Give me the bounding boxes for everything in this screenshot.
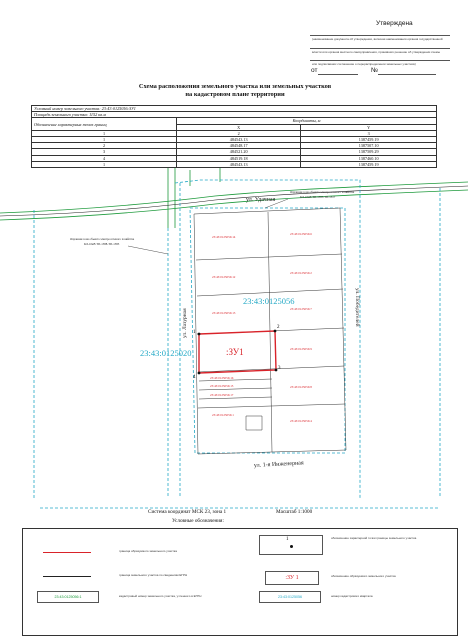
point-id: 1 <box>32 161 177 167</box>
street-top: ул. Удачная <box>246 197 276 203</box>
coordinates-table <box>31 105 437 168</box>
parcel-number: 23:43:0125056:9 <box>290 347 312 351</box>
col-num: 2 <box>177 130 301 136</box>
cadastral-label: Условный номер земельного участка: 23:43:0125056:ЗУ1 <box>32 106 437 112</box>
legend-parcel-num: 23:43:0125056:1 <box>54 595 82 599</box>
area-label: Площадь земельного участка: 1152 кв.м <box>32 112 437 118</box>
zone-left-label-2: КЛ-10кВ ТП-1388-ТП-1383 <box>84 242 120 246</box>
point-row <box>32 161 437 167</box>
col-num: 1 <box>32 130 177 136</box>
approval-caption-1: (наименование документа об утверждении, включая наименования органов государственной <box>312 37 443 41</box>
parcel-number: 23:43:0125056:12 <box>212 275 236 279</box>
approval-number: № <box>371 67 378 74</box>
scale: Масштаб 1:1000 <box>276 509 313 515</box>
col-y: Y <box>301 124 437 130</box>
road-lines <box>0 168 468 228</box>
coords-header: Координаты, м <box>177 118 437 124</box>
point-x: 484519.18 <box>177 155 301 161</box>
legend-zu-desc: обозначение образуемого земельного участка <box>331 574 396 578</box>
approval-caption-2: власти или органов местного самоуправления, принявших решение об утверждении схемы <box>312 50 441 54</box>
point-id: 1 <box>32 136 177 142</box>
street-left: ул. Лазурная <box>182 308 188 338</box>
parcel-number: 23:43:0125056:1 <box>212 413 234 417</box>
zone-right-label: Охранная зона объекта электросетевого хозяйства <box>290 190 355 194</box>
parcel-number: 23:43:0125056:6 <box>290 232 312 236</box>
legend-red-line <box>43 552 91 553</box>
legend-black-line <box>43 576 91 577</box>
legend-zu-sample <box>265 571 319 585</box>
title-line-1: Схема расположения земельного участка или земельных участков <box>138 83 332 90</box>
zone-leaders <box>128 199 288 254</box>
point-id: 2 <box>32 143 177 149</box>
point-x: 484548.17 <box>177 143 301 149</box>
parcel-number: 23:43:0125056:8 <box>290 385 312 389</box>
document-title <box>60 83 410 99</box>
legend-red-desc: граница образуемого земельного участка <box>119 549 177 553</box>
zone-left-label: Охранная зона объекта электросетевого хозяйства <box>70 237 135 241</box>
parcel-numbers <box>210 232 312 423</box>
point-x: 484543.13 <box>177 136 301 142</box>
legend-point-sample <box>259 535 323 555</box>
approval-caption-3: или подписавших соглашение о перераспределении земельных участков) <box>312 62 416 66</box>
parcel-number: 23:43:0125056:17 <box>210 393 234 397</box>
legend-quarter-desc: номер кадастрового квартала <box>331 594 373 598</box>
parcel-number: 23:43:0125056:7 <box>290 307 312 311</box>
legend-parcel-desc: кадастровый номер земельного участка, учтенного в ЕГРН <box>119 594 202 598</box>
parcel-number: 23:43:0125056:14 <box>212 235 236 239</box>
point-label: 1 <box>193 330 196 335</box>
legend-title: Условные обозначения: <box>172 518 224 524</box>
legend-point-desc: обозначение характерной точки границы земельного участка <box>331 536 417 540</box>
point-y: 1387459.19 <box>301 136 437 142</box>
point-x: 484521.20 <box>177 149 301 155</box>
point-id: 4 <box>32 155 177 161</box>
legend-zu-label: :ЗУ 1 <box>285 575 299 581</box>
approval-heading: Утверждена <box>376 20 413 27</box>
parcel-number: 23:43:0125056:13 <box>212 311 236 315</box>
legend-quarter-num: 23:43:0125056 <box>278 595 302 599</box>
parcel-number: 23:43:0125056:4 <box>290 419 312 423</box>
point-y: 1387460.10 <box>301 155 437 161</box>
title-line-2: на кадастровом плане территории <box>185 91 285 98</box>
point-label: 2 <box>277 325 280 330</box>
zone-right-label-2: КЛ-10кВ ТП-1383-ТП-1317 <box>300 195 336 199</box>
parcel-number: 23:43:0125056:15 <box>210 384 234 388</box>
points-header: Обозначение характерных точек границ <box>32 118 177 130</box>
legend-quarter-sample <box>259 591 321 603</box>
legend-point-num: 1 <box>286 537 289 542</box>
point-x: 484543.13 <box>177 161 301 167</box>
street-right: ул. Победителей <box>354 288 360 327</box>
point-id: 3 <box>32 149 177 155</box>
point-y: 1387507.10 <box>301 143 437 149</box>
legend-point-dot <box>290 545 293 548</box>
quarter-left: 23:43:0125020 <box>140 348 192 358</box>
parcel-number: 23:43:0125056:2 <box>290 271 312 275</box>
legend-black-desc: граница земельного участка по сведениям ЕГРН <box>119 573 188 577</box>
point-y: 1387459.19 <box>301 161 437 167</box>
quarter-boundaries <box>34 180 440 508</box>
col-x: X <box>177 124 301 130</box>
point-label: 3 <box>278 366 281 371</box>
coordinate-system: Система координат МСК 23, зона 1 <box>148 509 227 515</box>
parcel-number: 23:43:0125056:16 <box>210 376 234 380</box>
legend <box>22 528 458 636</box>
approval-from: от <box>311 67 318 74</box>
quarter-main: 23:43:0125056 <box>243 296 295 306</box>
legend-parcel-sample <box>37 591 99 603</box>
point-y: 1387509.29 <box>301 149 437 155</box>
zu-label: :ЗУ1 <box>226 347 244 357</box>
point-label: 4 <box>193 375 196 380</box>
cadastral-map <box>0 168 468 520</box>
street-bottom: ул. 1-я Инженерная <box>253 460 304 469</box>
col-num: 3 <box>301 130 437 136</box>
